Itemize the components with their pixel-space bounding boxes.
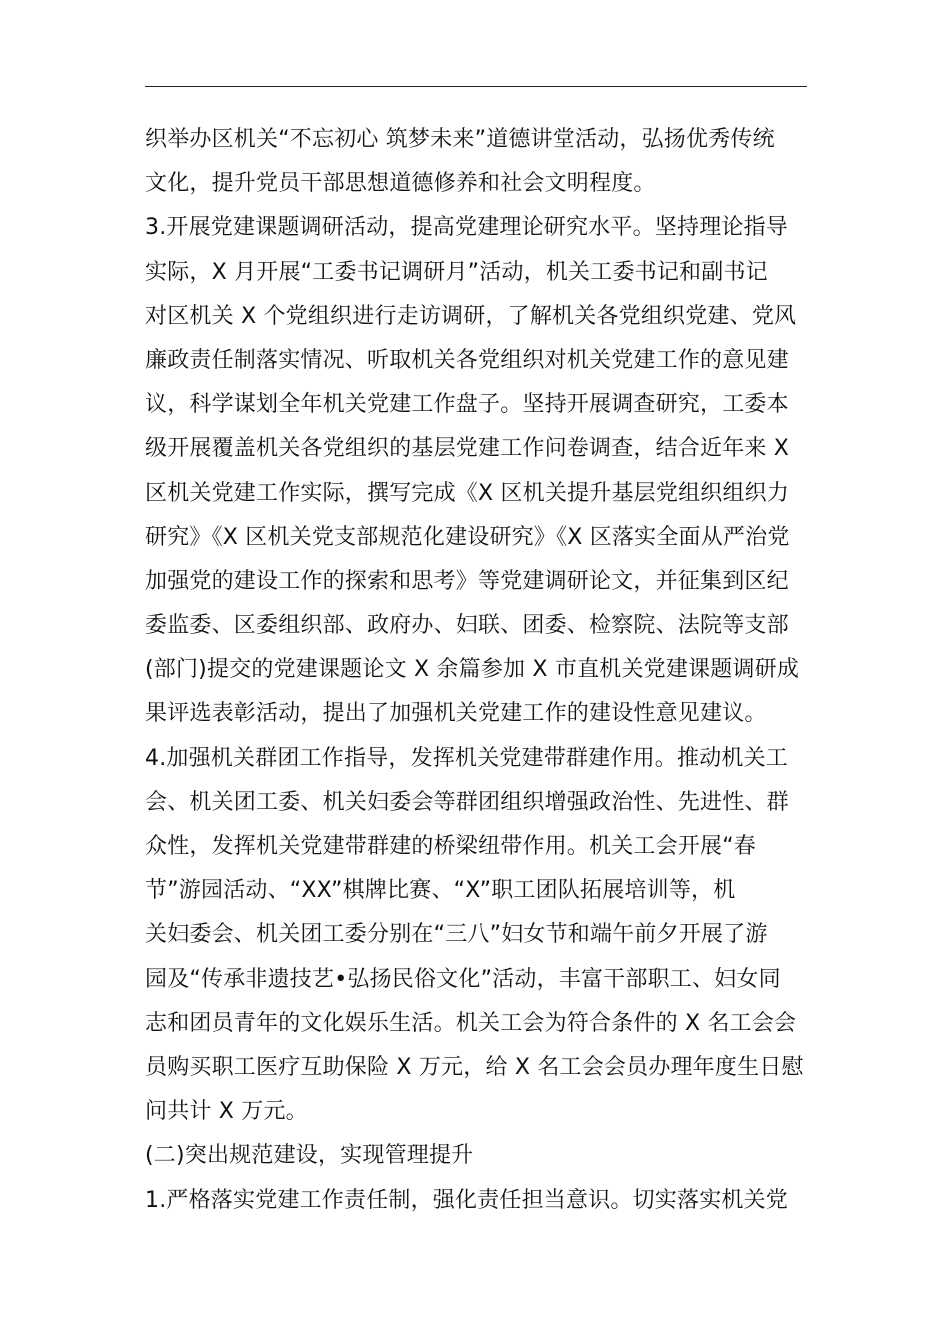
text-line: 实际，X 月开展“工委书记调研月”活动，机关工委书记和副书记 [145, 259, 768, 285]
text-line: 文化，提升党员干部思想道德修养和社会文明程度。 [145, 171, 656, 197]
text-line: 级开展覆盖机关各党组织的基层党建工作问卷调查，结合近年来 X [145, 436, 790, 462]
text-line: 众性，发挥机关党建带群建的桥梁纽带作用。机关工会开展“春 [145, 834, 756, 859]
text-line: 廉政责任制落实情况、听取机关各党组织对机关党建工作的意见建 [145, 347, 789, 373]
text-line: 4.加强机关群团工作指导，发挥机关党建带群建作用。推动机关工 [145, 745, 788, 771]
text-line: 1.严格落实党建工作责任制，强化责任担当意识。切实落实机关党 [145, 1187, 788, 1213]
section-heading: (二)突出规范建设，实现管理提升 [145, 1143, 474, 1169]
text-line: 关妇委会、机关团工委分别在“三八”妇女节和端午前夕开展了游 [145, 922, 768, 948]
text-line: 加强党的建设工作的探索和思考》等党建调研论文，并征集到区纪 [145, 568, 789, 594]
text-line: 园及“传承非遗技艺•弘扬民俗文化”活动，丰富干部职工、妇女同 [145, 966, 781, 992]
text-line: 果评选表彰活动，提出了加强机关党建工作的建设性意见建议。 [145, 701, 767, 727]
text-line: 会、机关团工委、机关妇委会等群团组织增强政治性、先进性、群 [145, 789, 789, 815]
text-line: 议，科学谋划全年机关党建工作盘子。坚持开展调查研究，工委本 [145, 392, 789, 418]
text-line: 3.开展党建课题调研活动，提高党建理论研究水平。坚持理论指导 [145, 215, 788, 241]
header-rule [145, 86, 807, 87]
text-line: 对区机关 X 个党组织进行走访调研，了解机关各党组织党建、党风 [145, 303, 797, 329]
text-line: 织举办区机关“不忘初心 筑梦未来”道德讲堂活动，弘扬优秀传统 [145, 127, 775, 152]
document-body [145, 118, 807, 1223]
text-line: 研究》《X 区机关党支部规范化建设研究》《X 区落实全面从严治党 [145, 524, 790, 550]
text-line: 问共计 X 万元。 [145, 1099, 308, 1125]
text-line: 委监委、区委组织部、政府办、妇联、团委、检察院、法院等支部 [145, 613, 789, 639]
text-line: 区机关党建工作实际，撰写完成《X 区机关提升基层党组织组织力 [145, 480, 790, 506]
text-line: 志和团员青年的文化娱乐生活。机关工会为符合条件的 X 名工会会 [145, 1010, 797, 1036]
text-line: 节”游园活动、“XX”棋牌比赛、“X”职工团队拓展培训等，机 [145, 878, 736, 904]
text-line: (部门)提交的党建课题论文 X 余篇参加 X 市直机关党建课题调研成 [145, 657, 800, 683]
text-line: 员购买职工医疗互助保险 X 万元，给 X 名工会会员办理年度生日慰 [145, 1054, 804, 1080]
